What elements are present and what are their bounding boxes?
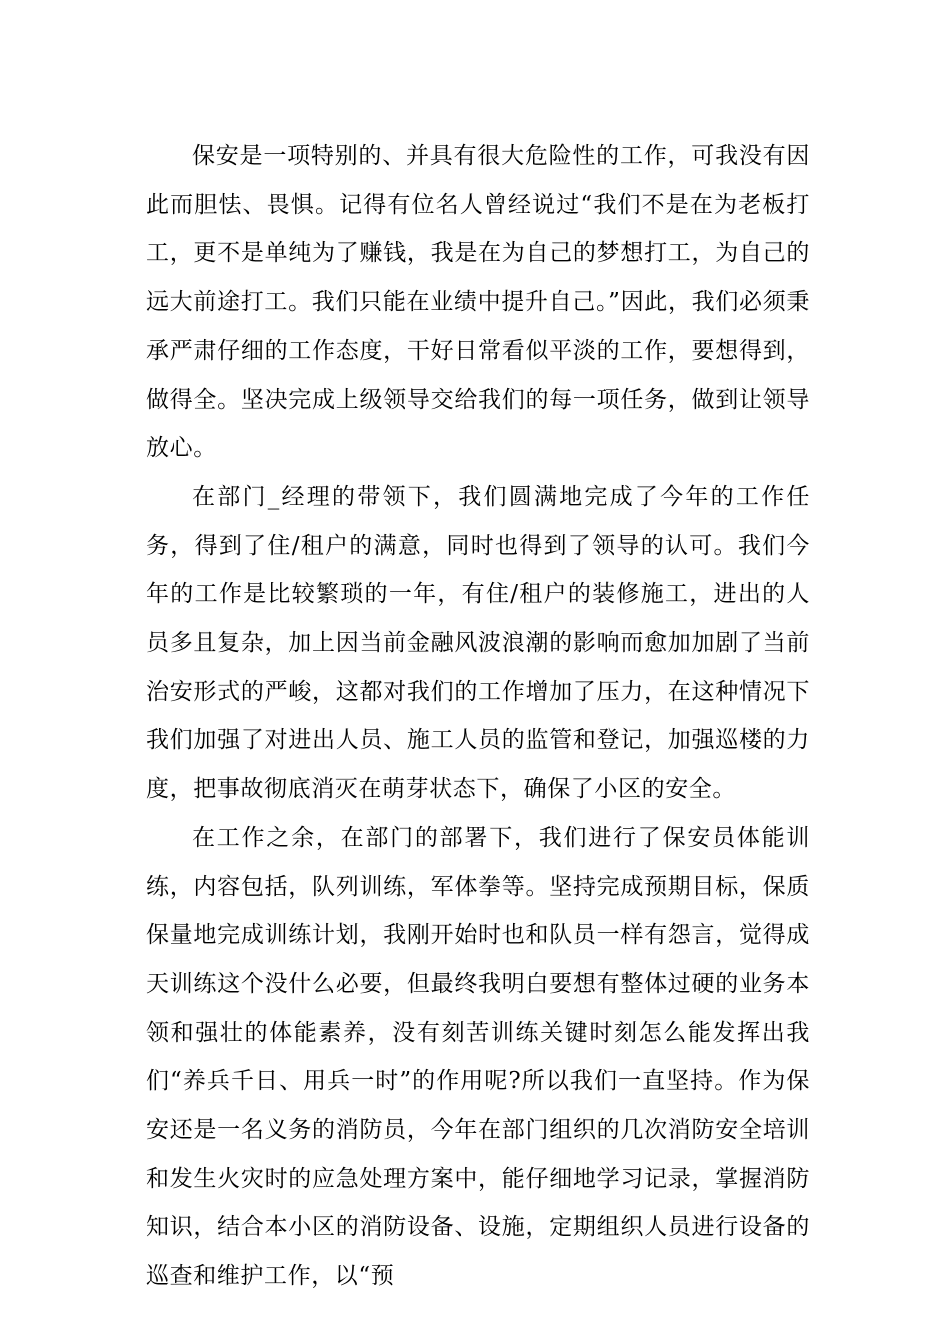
- paragraph-3: 在工作之余，在部门的部署下，我们进行了保安员体能训练，内容包括，队列训练，军体拳等。坚持完成预期目标，保质保量地完成训练计划，我刚开始时也和队员一样有怨言，觉得成天训练这个没什么必要，但最终我明白要想有整体过硬的业务本领和强壮的体能素养，没有刻苦训练关键时刻怎么能发挥出我们“养兵千日、用兵一时”的作用呢?所以我们一直坚持。作为保安还是一名义务的消防员，今年在部门组织的几次消防安全培训和发生火灾时的应急处理方案中，能仔细地学习记录，掌握消防知识，结合本小区的消防设备、设施，定期组织人员进行设备的巡查和维护工作，以“预: [146, 824, 810, 1290]
- paragraph-1: 保安是一项特别的、并具有很大危险性的工作，可我没有因此而胆怯、畏惧。记得有位名人曾经说过“我们不是在为老板打工，更不是单纯为了赚钱，我是在为自己的梦想打工，为自己的远大前途打工。我们只能在业绩中提升自己。”因此，我们必须秉承严肃仔细的工作态度，干好日常看似平淡的工作，要想得到，做得全。坚决完成上级领导交给我们的每一项任务，做到让领导放心。: [146, 143, 810, 462]
- paragraph-2: 在部门_经理的带领下，我们圆满地完成了今年的工作任务，得到了住/租户的满意，同时也得到了领导的认可。我们今年的工作是比较繁琐的一年，有住/租户的装修施工，进出的人员多且复杂，加上因当前金融风波浪潮的影响而愈加加剧了当前治安形式的严峻，这都对我们的工作增加了压力，在这种情况下我们加强了对进出人员、施工人员的监管和登记，加强巡楼的力度，把事故彻底消灭在萌芽状态下，确保了小区的安全。: [146, 483, 810, 803]
- document-body: [146, 132, 810, 1301]
